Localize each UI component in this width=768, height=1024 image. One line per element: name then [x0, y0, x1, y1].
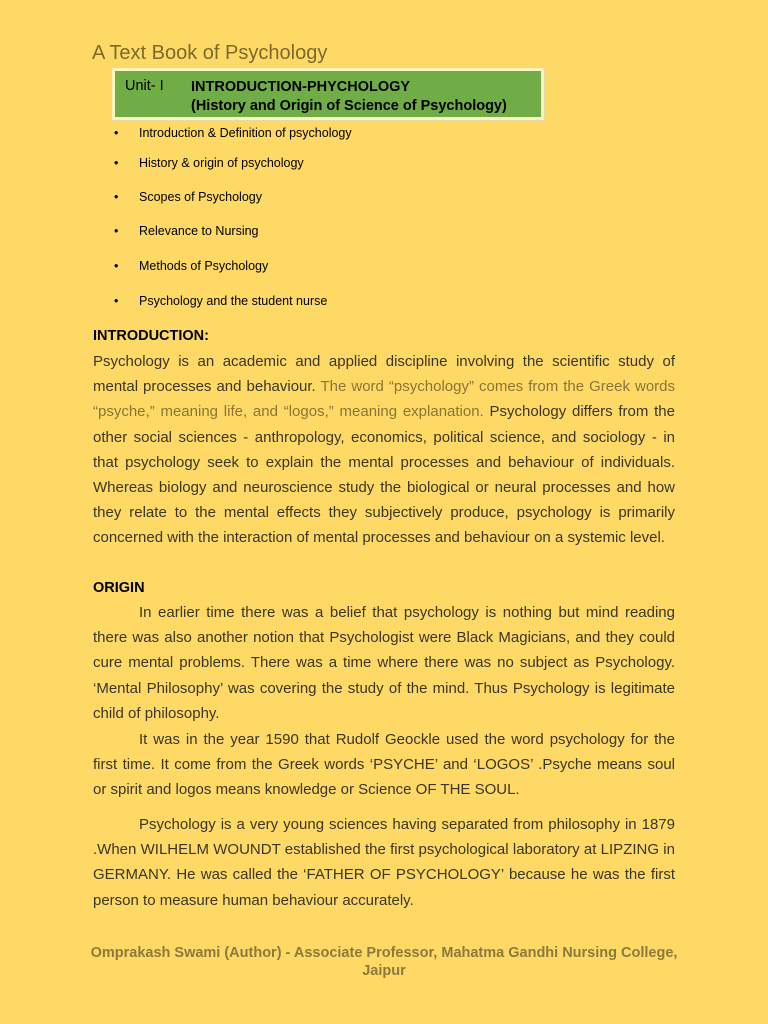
unit-subtitle: (History and Origin of Science of Psychology) — [191, 98, 507, 114]
unit-number: Unit- I — [125, 78, 164, 94]
origin-heading: ORIGIN — [93, 580, 145, 596]
topic-item: • Introduction & Definition of psychology — [114, 126, 352, 140]
intro-text-part1: Psychology is an academic and applied discipline involving the scientific study of mental processes and behaviour. — [93, 353, 675, 396]
introduction-heading: INTRODUCTION: — [93, 328, 209, 344]
topic-item: • Psychology and the student nurse — [114, 294, 328, 308]
topic-item: • Relevance to Nursing — [114, 224, 259, 238]
unit-header-box — [112, 68, 544, 120]
unit-title: INTRODUCTION-PHYCHOLOGY — [191, 79, 411, 95]
bullet-icon: • — [114, 259, 119, 273]
bullet-icon: • — [114, 156, 119, 170]
footer-author: Omprakash Swami (Author) - Associate Professor, Mahatma Gandhi Nursing College, — [90, 945, 678, 961]
bullet-icon: • — [114, 294, 119, 308]
topic-item: • History & origin of psychology — [114, 156, 304, 170]
origin-paragraph-1: In earlier time there was a belief that psychology is nothing but mind reading there was also another notion that Psychologist were Black Magicians, and they could cure mental problems. There was a time where there was no subject as Psychology. ‘Mental Philosophy’ was covering the study of the mind. Thus Psychology is legitimate child of philosophy. — [93, 604, 675, 722]
introduction-paragraph — [93, 349, 675, 551]
page-footer — [80, 944, 688, 980]
footer-location: Jaipur — [362, 963, 406, 979]
bullet-icon: • — [114, 126, 119, 140]
book-title: A Text Book of Psychology — [92, 42, 328, 64]
topic-item: • Scopes of Psychology — [114, 190, 262, 204]
topic-item: • Methods of Psychology — [114, 259, 269, 273]
origin-paragraph-2: It was in the year 1590 that Rudolf Geockle used the word psychology for the first time. It come from the Greek words ‘PSYCHE’ and ‘LOGOS’ .Psyche means soul or spirit and logos means knowledge or Science OF THE SOUL. — [93, 731, 675, 799]
intro-text-part3: Psychology differs from the other social sciences - anthropology, economics, political science, and sociology - in that psychology seek to explain the mental processes and behaviour of individuals. Whereas biology and neuroscience study the biological or neural processes and how they relate to the mental effects they subjectively produce, psychology is primarily concerned with the interaction of mental processes and behaviour on a systemic level. — [93, 403, 675, 547]
origin-paragraph-3: Psychology is a very young sciences having separated from philosophy in 1879 .When WILHELM WOUNDT established the first psychological laboratory at LIPZING in GERMANY. He was called the ‘FATHER OF PSYCHOLOGY’ because he was the first person to measure human behaviour accurately. — [93, 816, 675, 909]
unit-heading — [191, 78, 507, 116]
bullet-icon: • — [114, 190, 119, 204]
intro-text-etymology: The word “psychology” comes from the Greek words “psyche,” meaning life, and “logos,” meaning explanation. — [93, 378, 675, 421]
bullet-icon: • — [114, 224, 119, 238]
